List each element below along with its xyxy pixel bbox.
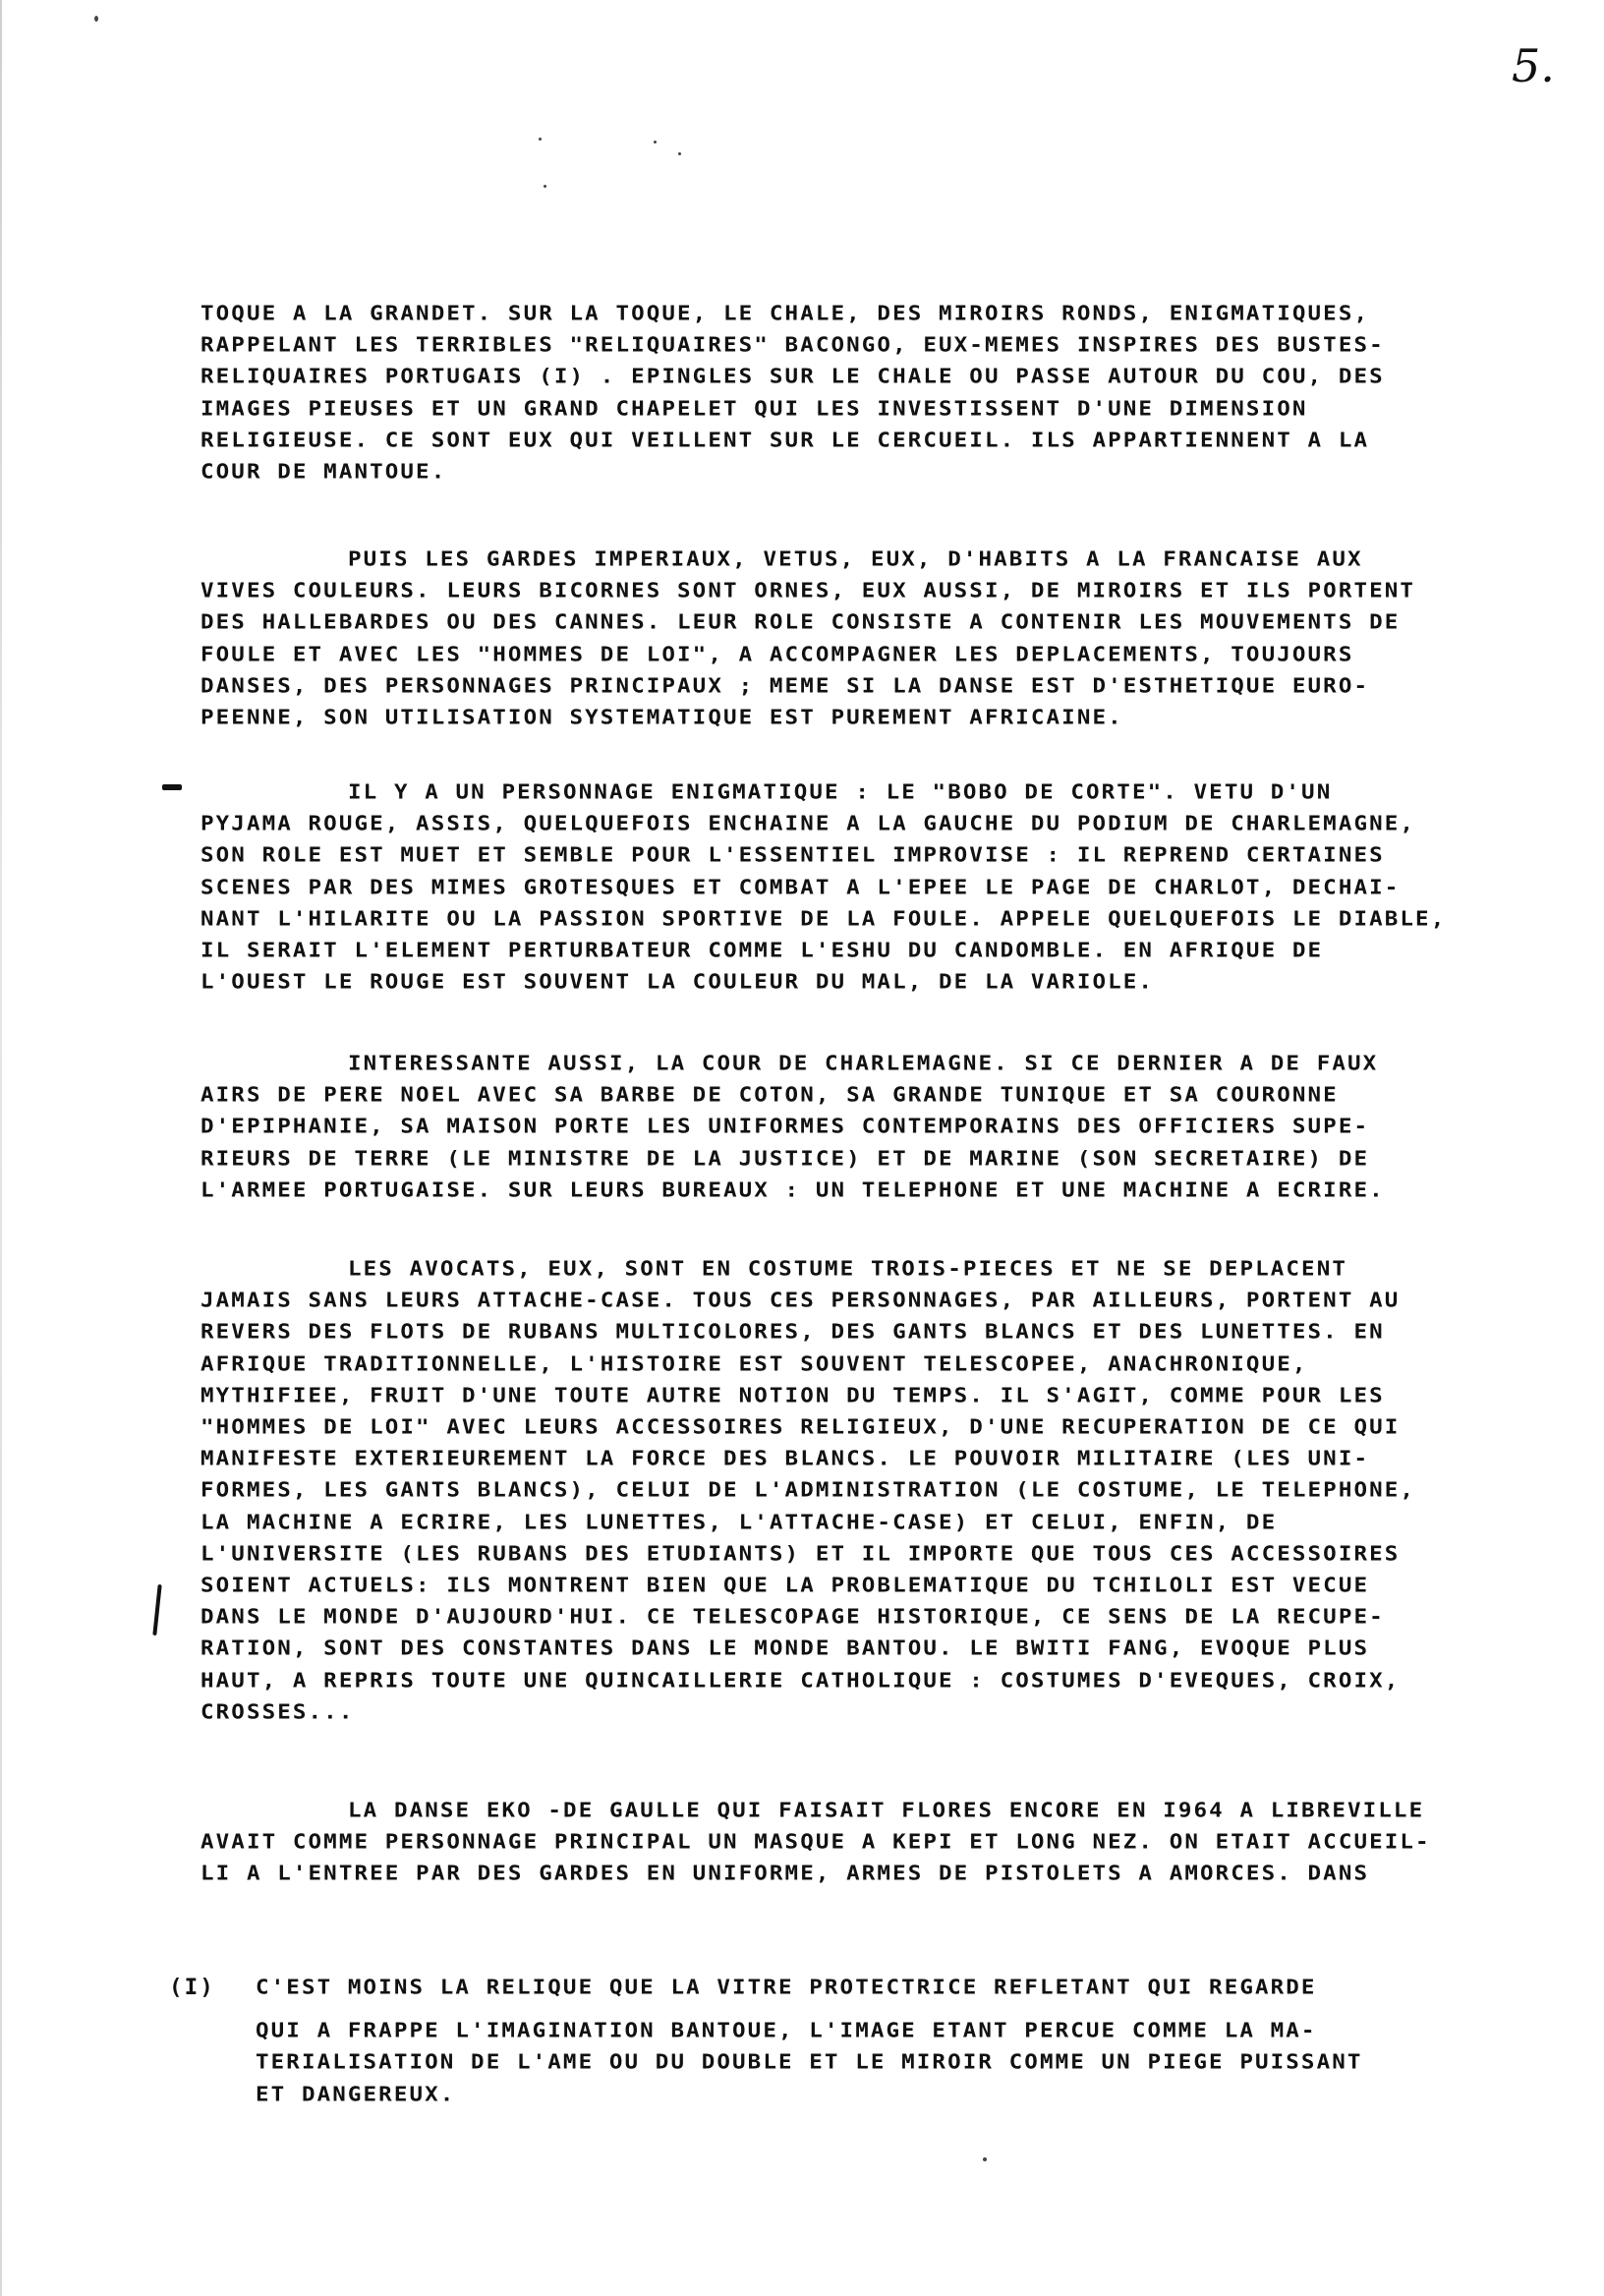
text-line: SOIENT ACTUELS: ILS MONTRENT BIEN QUE LA PROBLEMATIQUE DU TCHILOLI EST VECUE (200, 1574, 1370, 1597)
paragraph (200, 1048, 1518, 1206)
text-line: SON ROLE EST MUET ET SEMBLE POUR L'ESSENTIEL IMPROVISE : IL REPREND CERTAINES (200, 843, 1385, 868)
paragraph (200, 1795, 1518, 1890)
text-line: D'EPIPHANIE, SA MAISON PORTE LES UNIFORMES CONTEMPORAINS DES OFFICIERS SUPE- (200, 1115, 1370, 1139)
text-line: IL SERAIT L'ELEMENT PERTURBATEUR COMME L'ESHU DU CANDOMBLE. EN AFRIQUE DE (200, 939, 1324, 962)
text-line: FORMES, LES GANTS BLANCS), CELUI DE L'ADMINISTRATION (LE COSTUME, LE TELEPHONE, (200, 1478, 1416, 1503)
text-line: RELIQUAIRES PORTUGAIS (I) . EPINGLES SUR LE CHALE OU PASSE AUTOUR DU COU, DES (200, 365, 1385, 389)
text-line: DANS LE MONDE D'AUJOURD'HUI. CE TELESCOPAGE HISTORIQUE, CE SENS DE LA RECUPE- (200, 1605, 1385, 1630)
text-line: SCENES PAR DES MIMES GROTESQUES ET COMBAT A L'EPEE LE PAGE DE CHARLOT, DECHAI- (200, 875, 1401, 899)
scan-speck (94, 16, 98, 22)
scan-speck (678, 152, 681, 155)
text-line: PYJAMA ROUGE, ASSIS, QUELQUEFOIS ENCHAINE A LA GAUCHE DU PODIUM DE CHARLEMAGNE, (200, 812, 1416, 836)
text-line: RIEURS DE TERRE (LE MINISTRE DE LA JUSTICE) ET DE MARINE (SON SECRETAIRE) DE (200, 1146, 1370, 1171)
text-line: AVAIT COMME PERSONNAGE PRINCIPAL UN MASQUE A KEPI ET LONG NEZ. ON ETAIT ACCUEIL- (200, 1830, 1431, 1855)
text-line: DANSES, DES PERSONNAGES PRINCIPAUX ; MEME SI LA DANSE EST D'ESTHETIQUE EURO- (200, 673, 1370, 698)
text-line: L'ARMEE PORTUGAISE. SUR LEURS BUREAUX : UN TELEPHONE ET UNE MACHINE A ECRIRE. (200, 1177, 1385, 1202)
scan-speck (983, 2157, 987, 2161)
text-line: FOULE ET AVEC LES "HOMMES DE LOI", A ACCOMPAGNER LES DEPLACEMENTS, TOUJOURS (200, 642, 1354, 666)
footnote-line: ET DANGEREUX. (256, 2082, 456, 2106)
text-line: COUR DE MANTOUE. (200, 460, 447, 484)
text-line: AIRS DE PERE NOEL AVEC SA BARBE DE COTON, SA GRANDE TUNIQUE ET SA COURONNE (200, 1083, 1339, 1108)
footnote-marker: (I) (169, 1975, 215, 2000)
text-line: L'OUEST LE ROUGE EST SOUVENT LA COULEUR DU MAL, DE LA VARIOLE. (200, 970, 1155, 995)
text-line: IL Y A UN PERSONNAGE ENIGMATIQUE : LE "BOBO DE CORTE". VETU D'UN (348, 780, 1333, 804)
footnote-line: QUI A FRAPPE L'IMAGINATION BANTOUE, L'IMAGE ETANT PERCUE COMME LA MA- (256, 2019, 1317, 2043)
text-line: HAUT, A REPRIS TOUTE UNE QUINCAILLERIE CATHOLIQUE : COSTUMES D'EVEQUES, CROIX, (200, 1668, 1401, 1693)
text-line: INTERESSANTE AUSSI, LA COUR DE CHARLEMAGNE. SI CE DERNIER A DE FAUX (348, 1052, 1379, 1075)
text-line: DES HALLEBARDES OU DES CANNES. LEUR ROLE CONSISTE A CONTENIR LES MOUVEMENTS DE (200, 610, 1401, 635)
paragraph (200, 544, 1518, 733)
text-line: JAMAIS SANS LEURS ATTACHE-CASE. TOUS CES PERSONNAGES, PAR AILLEURS, PORTENT AU (200, 1289, 1401, 1313)
paragraph (200, 776, 1518, 998)
page-number: 5. (1512, 39, 1555, 92)
text-line: RATION, SONT DES CONSTANTES DANS LE MONDE BANTOU. LE BWITI FANG, EVOQUE PLUS (200, 1636, 1370, 1661)
scan-speck (654, 141, 657, 144)
scan-left-edge (0, 0, 2, 2296)
text-line: MANIFESTE EXTERIEUREMENT LA FORCE DES BLANCS. LE POUVOIR MILITAIRE (LES UNI- (200, 1447, 1370, 1471)
text-line: AFRIQUE TRADITIONNELLE, L'HISTOIRE EST SOUVENT TELESCOPEE, ANACHRONIQUE, (200, 1351, 1308, 1376)
text-line: IMAGES PIEUSES ET UN GRAND CHAPELET QUI LES INVESTISSENT D'UNE DIMENSION (200, 396, 1308, 421)
margin-mark (152, 1584, 161, 1636)
scan-speck (539, 138, 542, 141)
text-line: PUIS LES GARDES IMPERIAUX, VETUS, EUX, D'HABITS A LA FRANCAISE AUX (348, 547, 1363, 571)
footnote-line: TERIALISATION DE L'AME OU DU DOUBLE ET LE MIROIR COMME UN PIEGE PUISSANT (256, 2050, 1363, 2075)
text-line: MYTHIFIEE, FRUIT D'UNE TOUTE AUTRE NOTION DU TEMPS. IL S'AGIT, COMME POUR LES (200, 1383, 1385, 1407)
text-line: LES AVOCATS, EUX, SONT EN COSTUME TROIS-PIECES ET NE SE DEPLACENT (348, 1257, 1347, 1281)
paragraph (200, 1253, 1518, 1728)
paragraph (200, 298, 1518, 488)
text-line: VIVES COULEURS. LEURS BICORNES SONT ORNES, EUX AUSSI, DE MIROIRS ET ILS PORTENT (200, 579, 1416, 603)
text-line: L'UNIVERSITE (LES RUBANS DES ETUDIANTS) ET IL IMPORTE QUE TOUS CES ACCESSOIRES (200, 1541, 1401, 1566)
text-line: "HOMMES DE LOI" AVEC LEURS ACCESSOIRES RELIGIEUX, D'UNE RECUPERATION DE CE QUI (200, 1415, 1401, 1439)
margin-mark (162, 784, 182, 790)
text-line: REVERS DES FLOTS DE RUBANS MULTICOLORES, DES GANTS BLANCS ET DES LUNETTES. EN (200, 1320, 1385, 1345)
text-line: TOQUE A LA GRANDET. SUR LA TOQUE, LE CHALE, DES MIROIRS RONDS, ENIGMATIQUES, (200, 302, 1370, 325)
text-line: LI A L'ENTREE PAR DES GARDES EN UNIFORME, ARMES DE PISTOLETS A AMORCES. DANS (200, 1862, 1370, 1886)
footnote (256, 1972, 1523, 2110)
text-line: RELIGIEUSE. CE SONT EUX QUI VEILLENT SUR LE CERCUEIL. ILS APPARTIENNENT A LA (200, 428, 1370, 452)
text-line: PEENNE, SON UTILISATION SYSTEMATIQUE EST PUREMENT AFRICAINE. (200, 706, 1123, 729)
text-line: RAPPELANT LES TERRIBLES "RELIQUAIRES" BACONGO, EUX-MEMES INSPIRES DES BUSTES- (200, 333, 1385, 358)
text-line: LA DANSE EKO -DE GAULLE QUI FAISAIT FLORES ENCORE EN I964 A LIBREVILLE (348, 1799, 1425, 1822)
scan-speck (544, 185, 546, 188)
text-line: LA MACHINE A ECRIRE, LES LUNETTES, L'ATTACHE-CASE) ET CELUI, ENFIN, DE (200, 1510, 1278, 1534)
text-line: NANT L'HILARITE OU LA PASSION SPORTIVE DE LA FOULE. APPELE QUELQUEFOIS LE DIABLE, (200, 906, 1447, 931)
footnote-line: C'EST MOINS LA RELIQUE QUE LA VITRE PROTECTRICE REFLETANT QUI REGARDE (256, 1976, 1317, 1999)
text-line: CROSSES... (200, 1699, 355, 1724)
